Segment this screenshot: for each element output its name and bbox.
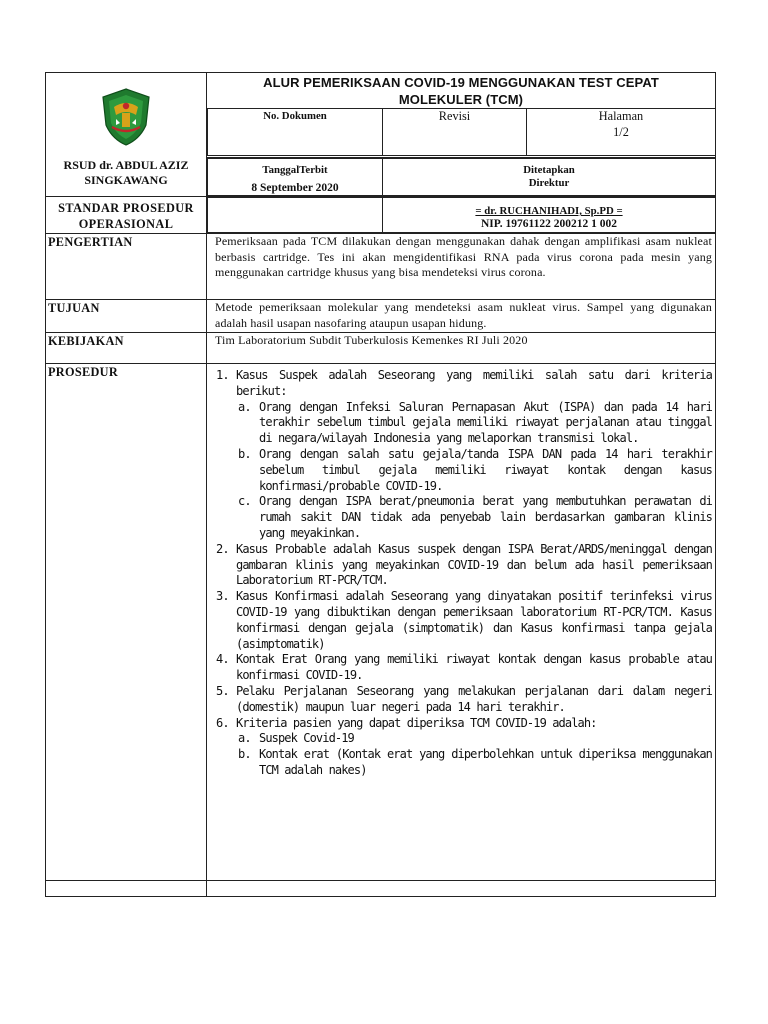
title-line-2: MOLEKULER (TCM): [398, 92, 524, 107]
prosedur-item: [214, 368, 712, 400]
prosedur-item-marker: 5.: [216, 683, 229, 698]
halaman-value: 1/2: [613, 124, 629, 139]
prosedur-item-marker: a.: [238, 731, 251, 746]
prosedur-item-marker: 6.: [216, 715, 229, 730]
prosedur-item: [214, 716, 712, 732]
prosedur-item-text: Kriteria pasien yang dapat diperiksa TCM COVID-19 adalah:: [236, 715, 597, 730]
prosedur-item: [214, 542, 712, 589]
revisi-label: Revisi: [383, 109, 527, 156]
halaman-label: Halaman: [598, 109, 644, 123]
prosedur-item-text: Orang dengan Infeksi Saluran Pernapasan Akut (ISPA) dan pada 14 hari terakhir sebelum timbul gejala memiliki riwayat perjalanan atau tinggal di negara/wilayah Indonesia yang melaporkan transmisi lokal.: [259, 399, 712, 446]
prosedur-item-marker: b.: [238, 446, 251, 461]
prosedur-item-text: Kasus Probable adalah Kasus suspek dengan ISPA Berat/ARDS/meninggal dengan gambaran klinis yang meyakinkan COVID-19 dan belum ada hasil pemeriksaan Laboratorium RT-PCR/TCM.: [236, 541, 712, 588]
prosedur-item-text: Kontak erat (Kontak erat yang diperbolehkan untuk diperiksa menggunakan TCM adalah nakes): [259, 747, 712, 777]
direktur-name: = dr. RUCHANIHADI, Sp.PD =: [475, 205, 623, 217]
kebijakan-label: KEBIJAKAN: [46, 333, 207, 364]
prosedur-item-text: Kasus Konfirmasi adalah Seseorang yang dinyatakan positif terinfeksi virus COVID-19 yang dibuktikan dengan pemeriksaan laboratorium RT-PCR/TCM. Kasus konfirmasi dengan gejala (simptomatik) dan Kasus konfirmasi tanpa gejala (asimptomatik): [236, 589, 712, 651]
prosedur-item: [214, 684, 712, 716]
document-title: [207, 73, 715, 108]
kebijakan-text: Tim Laboratorium Subdit Tuberkulosis Kemenkes RI Juli 2020: [207, 333, 716, 364]
prosedur-item: [214, 494, 712, 541]
hospital-cell: [46, 73, 207, 197]
ditetapkan-cell: [383, 159, 716, 196]
prosedur-item-text: Kontak Erat Orang yang memiliki riwayat kontak dengan kasus probable atau konfirmasi COVID-19.: [236, 652, 712, 683]
prosedur-item-text: Suspek Covid-19: [259, 731, 354, 746]
prosedur-item-marker: 4.: [216, 652, 229, 667]
sop-table: [45, 72, 716, 897]
doc-no-label: No. Dokumen: [208, 109, 383, 156]
prosedur-item: [214, 589, 712, 652]
prosedur-item-marker: 2.: [216, 541, 229, 556]
pengertian-text: Pemeriksaan pada TCM dilakukan dengan menggunakan dahak dengan amplifikasi asam nukleat berbasis cartridge. Tes ini akan mengidentifikasi RNA pada virus corona pada mesin yang menggunakan cartridge khusus yang bisa mendeteksi virus corona.: [207, 234, 716, 300]
prosedur-item-marker: b.: [238, 747, 251, 762]
sop-label-cell: [46, 197, 207, 234]
tanggal-lower: [208, 198, 383, 233]
prosedur-item-marker: 3.: [216, 589, 229, 604]
doc-info-table: [207, 108, 715, 156]
direktur-label: Direktur: [528, 177, 570, 189]
prosedur-item: [214, 747, 712, 779]
prosedur-items: [214, 368, 712, 779]
prosedur-item: [214, 400, 712, 447]
tujuan-text: Metode pemeriksaan molekular yang mendeteksi asam nukleat virus. Sampel yang digunakan adalah hasil usapan nasofaring ataupun usapan hidung.: [207, 300, 716, 333]
tujuan-label: TUJUAN: [46, 300, 207, 333]
empty-cell-left: [46, 881, 207, 897]
title-block: [207, 73, 716, 158]
signature-cell: [383, 198, 716, 233]
empty-cell-right: [207, 881, 716, 897]
prosedur-list: [207, 364, 716, 881]
prosedur-label: PROSEDUR: [46, 364, 207, 881]
sop-label-line-1: STANDAR PROSEDUR: [58, 201, 194, 215]
pengertian-label: PENGERTIAN: [46, 234, 207, 300]
prosedur-item-marker: c.: [238, 494, 251, 509]
hospital-name: RSUD dr. ABDUL AZIZ: [63, 157, 189, 172]
approval-block-top: [207, 158, 716, 197]
prosedur-item: [214, 652, 712, 684]
prosedur-item-marker: 1.: [216, 368, 229, 382]
prosedur-item: [214, 447, 712, 494]
hospital-city: SINGKAWANG: [84, 172, 168, 187]
prosedur-item: [214, 731, 712, 747]
signature-table: [207, 197, 715, 233]
approval-block-bottom: [207, 197, 716, 234]
tanggal-value: 8 September 2020: [251, 182, 339, 194]
prosedur-item-text: Orang dengan ISPA berat/pneumonia berat yang membutuhkan perawatan di rumah sakit DAN tidak ada penyebab lain berdasarkan gambaran klinis yang meyakinkan.: [259, 494, 712, 540]
prosedur-item-text: Kasus Suspek adalah Seseorang yang memiliki salah satu dari kriteria berikut:: [236, 368, 712, 398]
sop-label-line-2: OPERASIONAL: [78, 217, 174, 231]
direktur-nip: NIP. 19761122 200212 1 002: [481, 218, 617, 230]
tanggal-label: TanggalTerbit: [262, 164, 328, 176]
hospital-logo-icon: [100, 87, 152, 147]
prosedur-item-text: Orang dengan salah satu gejala/tanda ISPA DAN pada 14 hari terakhir sebelum timbul gejala memiliki riwayat kontak dengan kasus konfirmasi/probable COVID-19.: [259, 446, 712, 493]
title-line-1: ALUR PEMERIKSAAN COVID-19 MENGGUNAKAN TEST CEPAT: [263, 75, 659, 90]
date-approval-table: [207, 158, 715, 196]
prosedur-item-text: Pelaku Perjalanan Seseorang yang melakukan perjalanan dari dalam negeri (domestik) maupun luar negeri pada 14 hari terakhir.: [236, 683, 712, 714]
ditetapkan-label: Ditetapkan: [523, 164, 575, 176]
tanggal-cell: [208, 159, 383, 196]
halaman-cell: [527, 109, 716, 156]
prosedur-item-marker: a.: [238, 399, 251, 414]
